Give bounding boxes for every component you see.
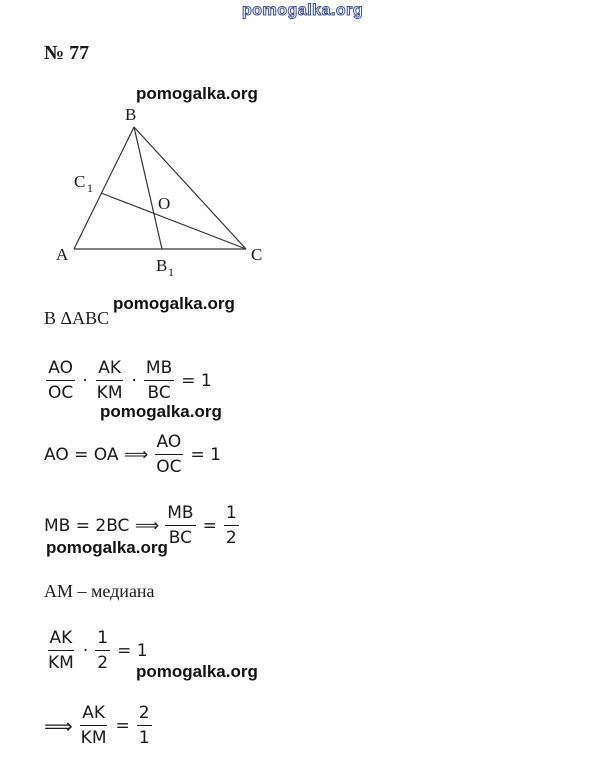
fraction bbox=[95, 358, 125, 403]
denominator: OC bbox=[48, 383, 74, 403]
label-b: B bbox=[125, 105, 137, 124]
fraction bbox=[46, 628, 76, 673]
equation-4 bbox=[44, 628, 153, 673]
label-c1-sub: 1 bbox=[87, 181, 93, 195]
given-line: В ΔАВС bbox=[44, 308, 110, 328]
watermark: pomogalka.org bbox=[136, 662, 258, 681]
numerator: 1 bbox=[95, 628, 110, 651]
numerator: AO bbox=[155, 432, 184, 455]
side-bc bbox=[134, 127, 246, 249]
numerator: MB bbox=[165, 503, 195, 526]
equation-3 bbox=[44, 503, 241, 548]
cevian-cc1 bbox=[101, 193, 246, 249]
numerator: MB bbox=[144, 358, 174, 381]
equation-lhs: AO = OA ⟹ bbox=[44, 444, 149, 465]
problem-number: № 77 bbox=[44, 42, 90, 64]
fraction bbox=[224, 503, 239, 548]
denominator: KM bbox=[96, 383, 123, 403]
denominator: 2 bbox=[97, 653, 109, 673]
equation-5 bbox=[44, 703, 154, 748]
watermark: pomogalka.org bbox=[113, 294, 235, 313]
denominator: BC bbox=[147, 383, 171, 403]
equation-rhs: = 1 bbox=[181, 370, 212, 391]
implies-arrow: ⟹ bbox=[44, 713, 73, 738]
label-c: C bbox=[251, 245, 263, 264]
equation-rhs: = 1 bbox=[117, 640, 148, 661]
watermark-top: pomogalka.org bbox=[242, 2, 364, 19]
label-o: O bbox=[158, 194, 171, 213]
denominator: 2 bbox=[225, 528, 237, 548]
watermark: pomogalka.org bbox=[46, 538, 168, 557]
label-b1-sub: 1 bbox=[168, 265, 174, 279]
triangle-figure bbox=[0, 0, 600, 300]
denominator: KM bbox=[48, 653, 74, 673]
equation-rhs: = 1 bbox=[190, 444, 221, 465]
denominator: 1 bbox=[138, 728, 150, 748]
numerator: AO bbox=[46, 358, 75, 381]
numerator: AK bbox=[96, 358, 123, 381]
numerator: 2 bbox=[137, 703, 152, 726]
label-a: A bbox=[56, 245, 69, 264]
equals-sign: = bbox=[115, 715, 130, 736]
cevian-bb1 bbox=[134, 127, 162, 249]
denominator: BC bbox=[168, 528, 192, 548]
fraction bbox=[46, 358, 75, 403]
denominator: KM bbox=[80, 728, 107, 748]
label-c1: C bbox=[74, 172, 86, 191]
fraction bbox=[144, 358, 174, 403]
numerator: 1 bbox=[224, 503, 239, 526]
equals-sign: = bbox=[202, 515, 217, 536]
denominator: OC bbox=[156, 457, 182, 477]
numerator: AK bbox=[80, 703, 107, 726]
numerator: AK bbox=[48, 628, 75, 651]
dot-operator: · bbox=[82, 640, 89, 661]
watermark: pomogalka.org bbox=[100, 402, 222, 421]
median-line: AM – медиана bbox=[44, 581, 155, 601]
equation-1 bbox=[44, 358, 217, 403]
equation-lhs: MB = 2BC ⟹ bbox=[44, 515, 160, 536]
fraction bbox=[154, 432, 183, 477]
fraction bbox=[79, 703, 109, 748]
fraction bbox=[165, 503, 195, 548]
fraction bbox=[95, 628, 110, 673]
equation-2 bbox=[44, 432, 226, 477]
label-b1: B bbox=[156, 256, 168, 275]
dot-operator: · bbox=[131, 370, 137, 391]
dot-operator: · bbox=[82, 370, 88, 391]
watermark: pomogalka.org bbox=[136, 84, 258, 103]
fraction bbox=[137, 703, 152, 748]
